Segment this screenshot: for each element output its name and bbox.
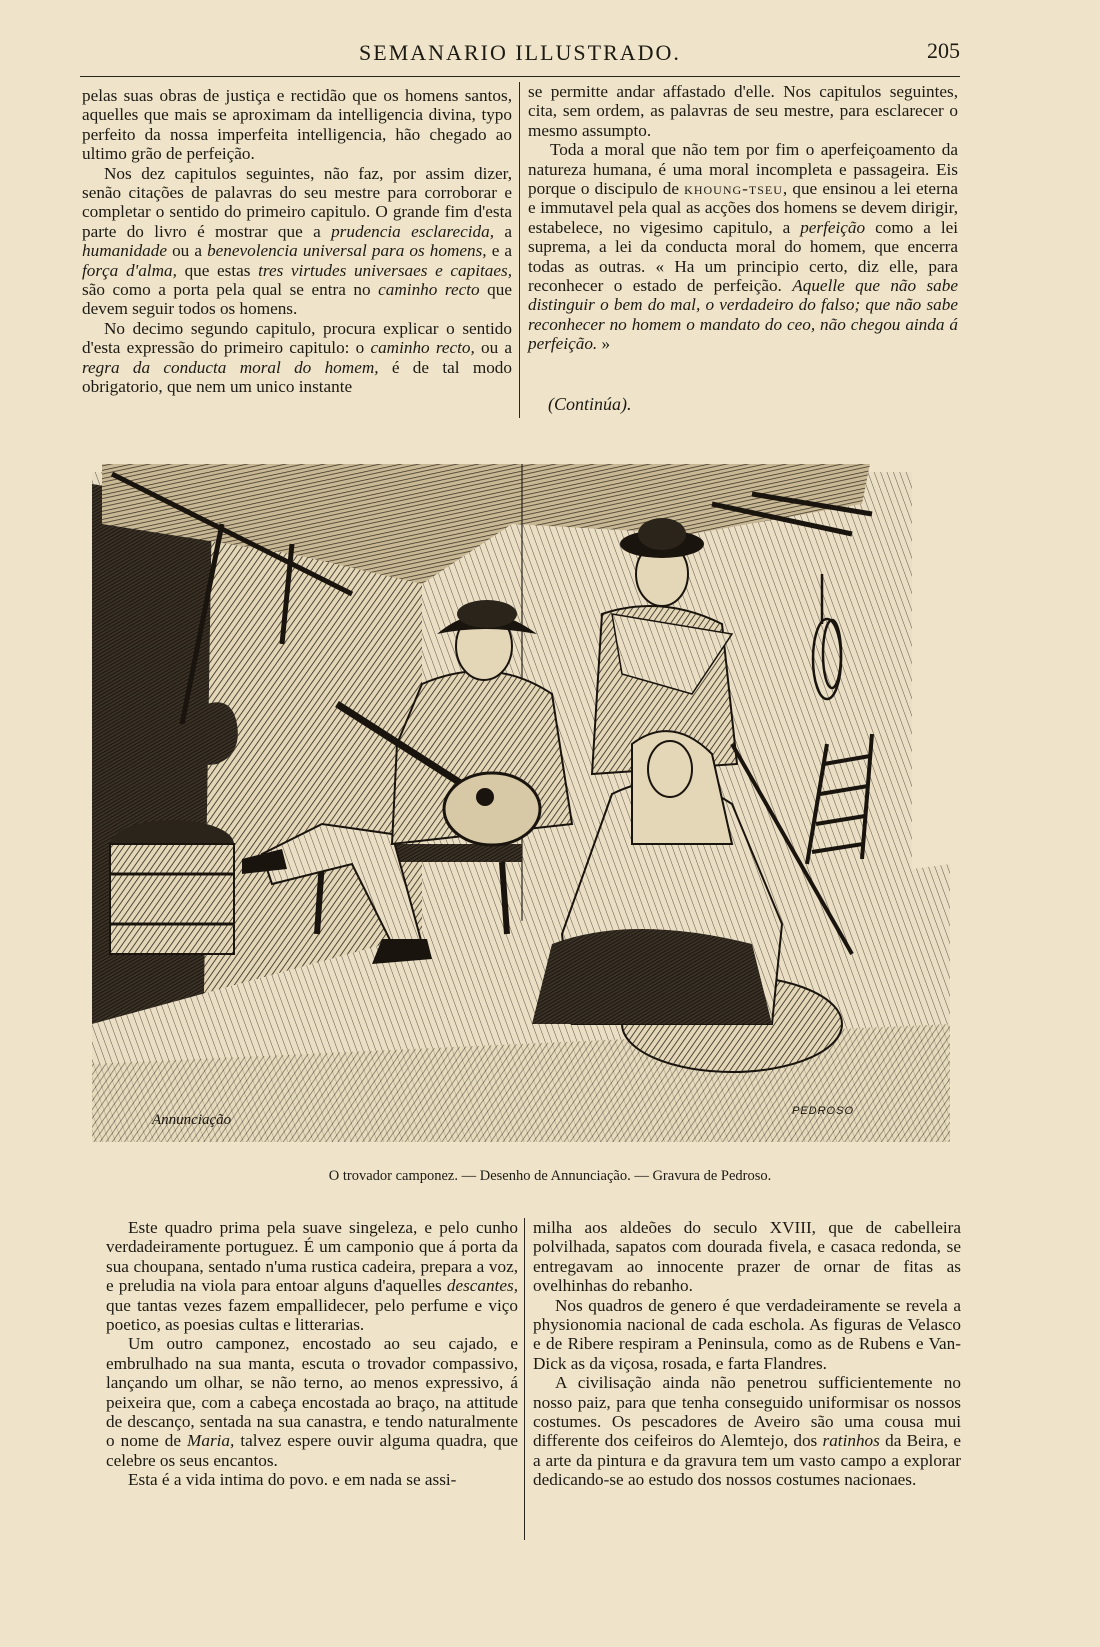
paragraph: milha aos aldeões do seculo XVIII, que de cabelleira polvilhada, sapatos com dourada fivela, e casaca redonda, se entregavam ao innocente prazer de ornar de fitas as ovelhinhas do rebanho. — [533, 1218, 961, 1296]
paragraph: A civilisação ainda não penetrou sufficientemente no nosso paiz, para que tenha conseguido uniformisar os nossos costumes. Os pescadores de Aveiro são uma cousa mui differente dos ceifeiros do Alemtejo, dos ratinhos da Beira, e a arte da pintura e da gravura tem um vasto campo a explorar dedicando-se ao estudo dos nossos costumes nacionaes. — [533, 1373, 962, 1490]
top-right-column — [528, 82, 958, 354]
continues-note: (Continúa). — [548, 394, 632, 414]
engraver-signature: PEDROSO — [792, 1105, 855, 1117]
artist-signature: Annunciação — [152, 1112, 232, 1128]
paragraph: Toda a moral que não tem por fim o aperfeiçoamento da natureza humana, é uma moral incompleta e passageira. Eis porque o discipulo de khoung-tseu, que ensinou a lei eterna e immutavel pela qual as acções dos homens se devem dirigir, estabelece, no vigesimo capitulo, a perfeição como a lei suprema, a lei da conducta moral do homem, que encerra todas as outras. « Ha um principio certo, diz elle, para reconhecer o estado de perfeição. Aquelle que não sabe distinguir o bem do mal, o verdadeiro do falso; que não sabe reconhecer no homem o mandato do ceo, não chegou ainda á perfeição. » — [528, 140, 959, 354]
author-name: khoung-tseu — [684, 179, 783, 199]
page-header — [80, 36, 960, 77]
column-divider — [519, 82, 520, 418]
illustration-caption: O trovador camponez. — Desenho de Annunciação. — Gravura de Pedroso. — [328, 1168, 772, 1184]
top-left-column — [82, 86, 512, 397]
paragraph: Esta é a vida intima do povo. e em nada se assi- — [128, 1470, 457, 1490]
column-divider — [524, 1218, 525, 1540]
paragraph: No decimo segundo capitulo, procura explicar o sentido d'esta expressão do primeiro capitulo: o caminho recto, ou a regra da conducta moral do homem, é de tal modo obrigatorio, que nem um unico instante — [82, 318, 513, 397]
paragraph: Nos quadros de genero é que verdadeiramente se revela a physionomia nacional de cada eschola. As figuras de Velasco e de Ribere respiram a Peninsula, como as de Rubens e Van-Dick as da viçosa, rosada, e farta Flandres. — [533, 1295, 961, 1373]
engraving-illustration — [92, 464, 950, 1142]
barrel — [110, 820, 234, 954]
paragraph: se permitte andar affastado d'elle. Nos capitulos seguintes, cita, sem ordem, as palavras de seu mestre, para esclarecer o mesmo assumpto. — [528, 82, 958, 140]
paragraph: Este quadro prima pela suave singeleza, e pelo cunho verdadeiramente portuguez. É um camponio que á porta da sua choupana, sentado n'uma rustica cadeira, prepara a voz, e preludia na viola para entoar alguns d'aquelles descantes, que tantas vezes fazem empallidecer, pelo perfume e viço poetico, as poesias cultas e litterarias. — [106, 1218, 518, 1335]
journal-title: SEMANARIO ILLUSTRADO. — [359, 40, 681, 65]
bottom-right-column — [533, 1218, 961, 1490]
paragraph: pelas suas obras de justiça e rectidão que os homens santos, aquelles que mais se aproximam da intelligencia divina, typo perfeito da nossa imperfeita intelligencia, hão chegado ao ultimo grão de perfeição. — [82, 86, 512, 164]
bottom-left-column — [106, 1218, 518, 1490]
paragraph: Nos dez capitulos seguintes, não faz, por assim dizer, senão citações de palavras do seu mestre para corroborar e completar o sentido do primeiro capitulo. O grande fim d'esta parte do livro é mostrar que a prudencia esclarecida, a humanidade ou a benevolencia universal para os homens, e a força d'alma, que estas tres virtudes universaes e capitaes, são como a porta pela qual se entra no caminho recto que devem seguir todos os homens. — [82, 163, 513, 319]
page-number: 205 — [927, 38, 960, 63]
paragraph: Um outro camponez, encostado ao seu cajado, e embrulhado na sua manta, escuta o trovador compassivo, lançando um olhar, se não terno, ao menos expressivo, á peixeira que, com a cabeça encostada ao braço, na attitude de descanço, sentada na sua canastra, e tendo naturalmente o nome de Maria, talvez espere ouvir alguma quadra, que celebre os seus encantos. — [106, 1334, 519, 1470]
